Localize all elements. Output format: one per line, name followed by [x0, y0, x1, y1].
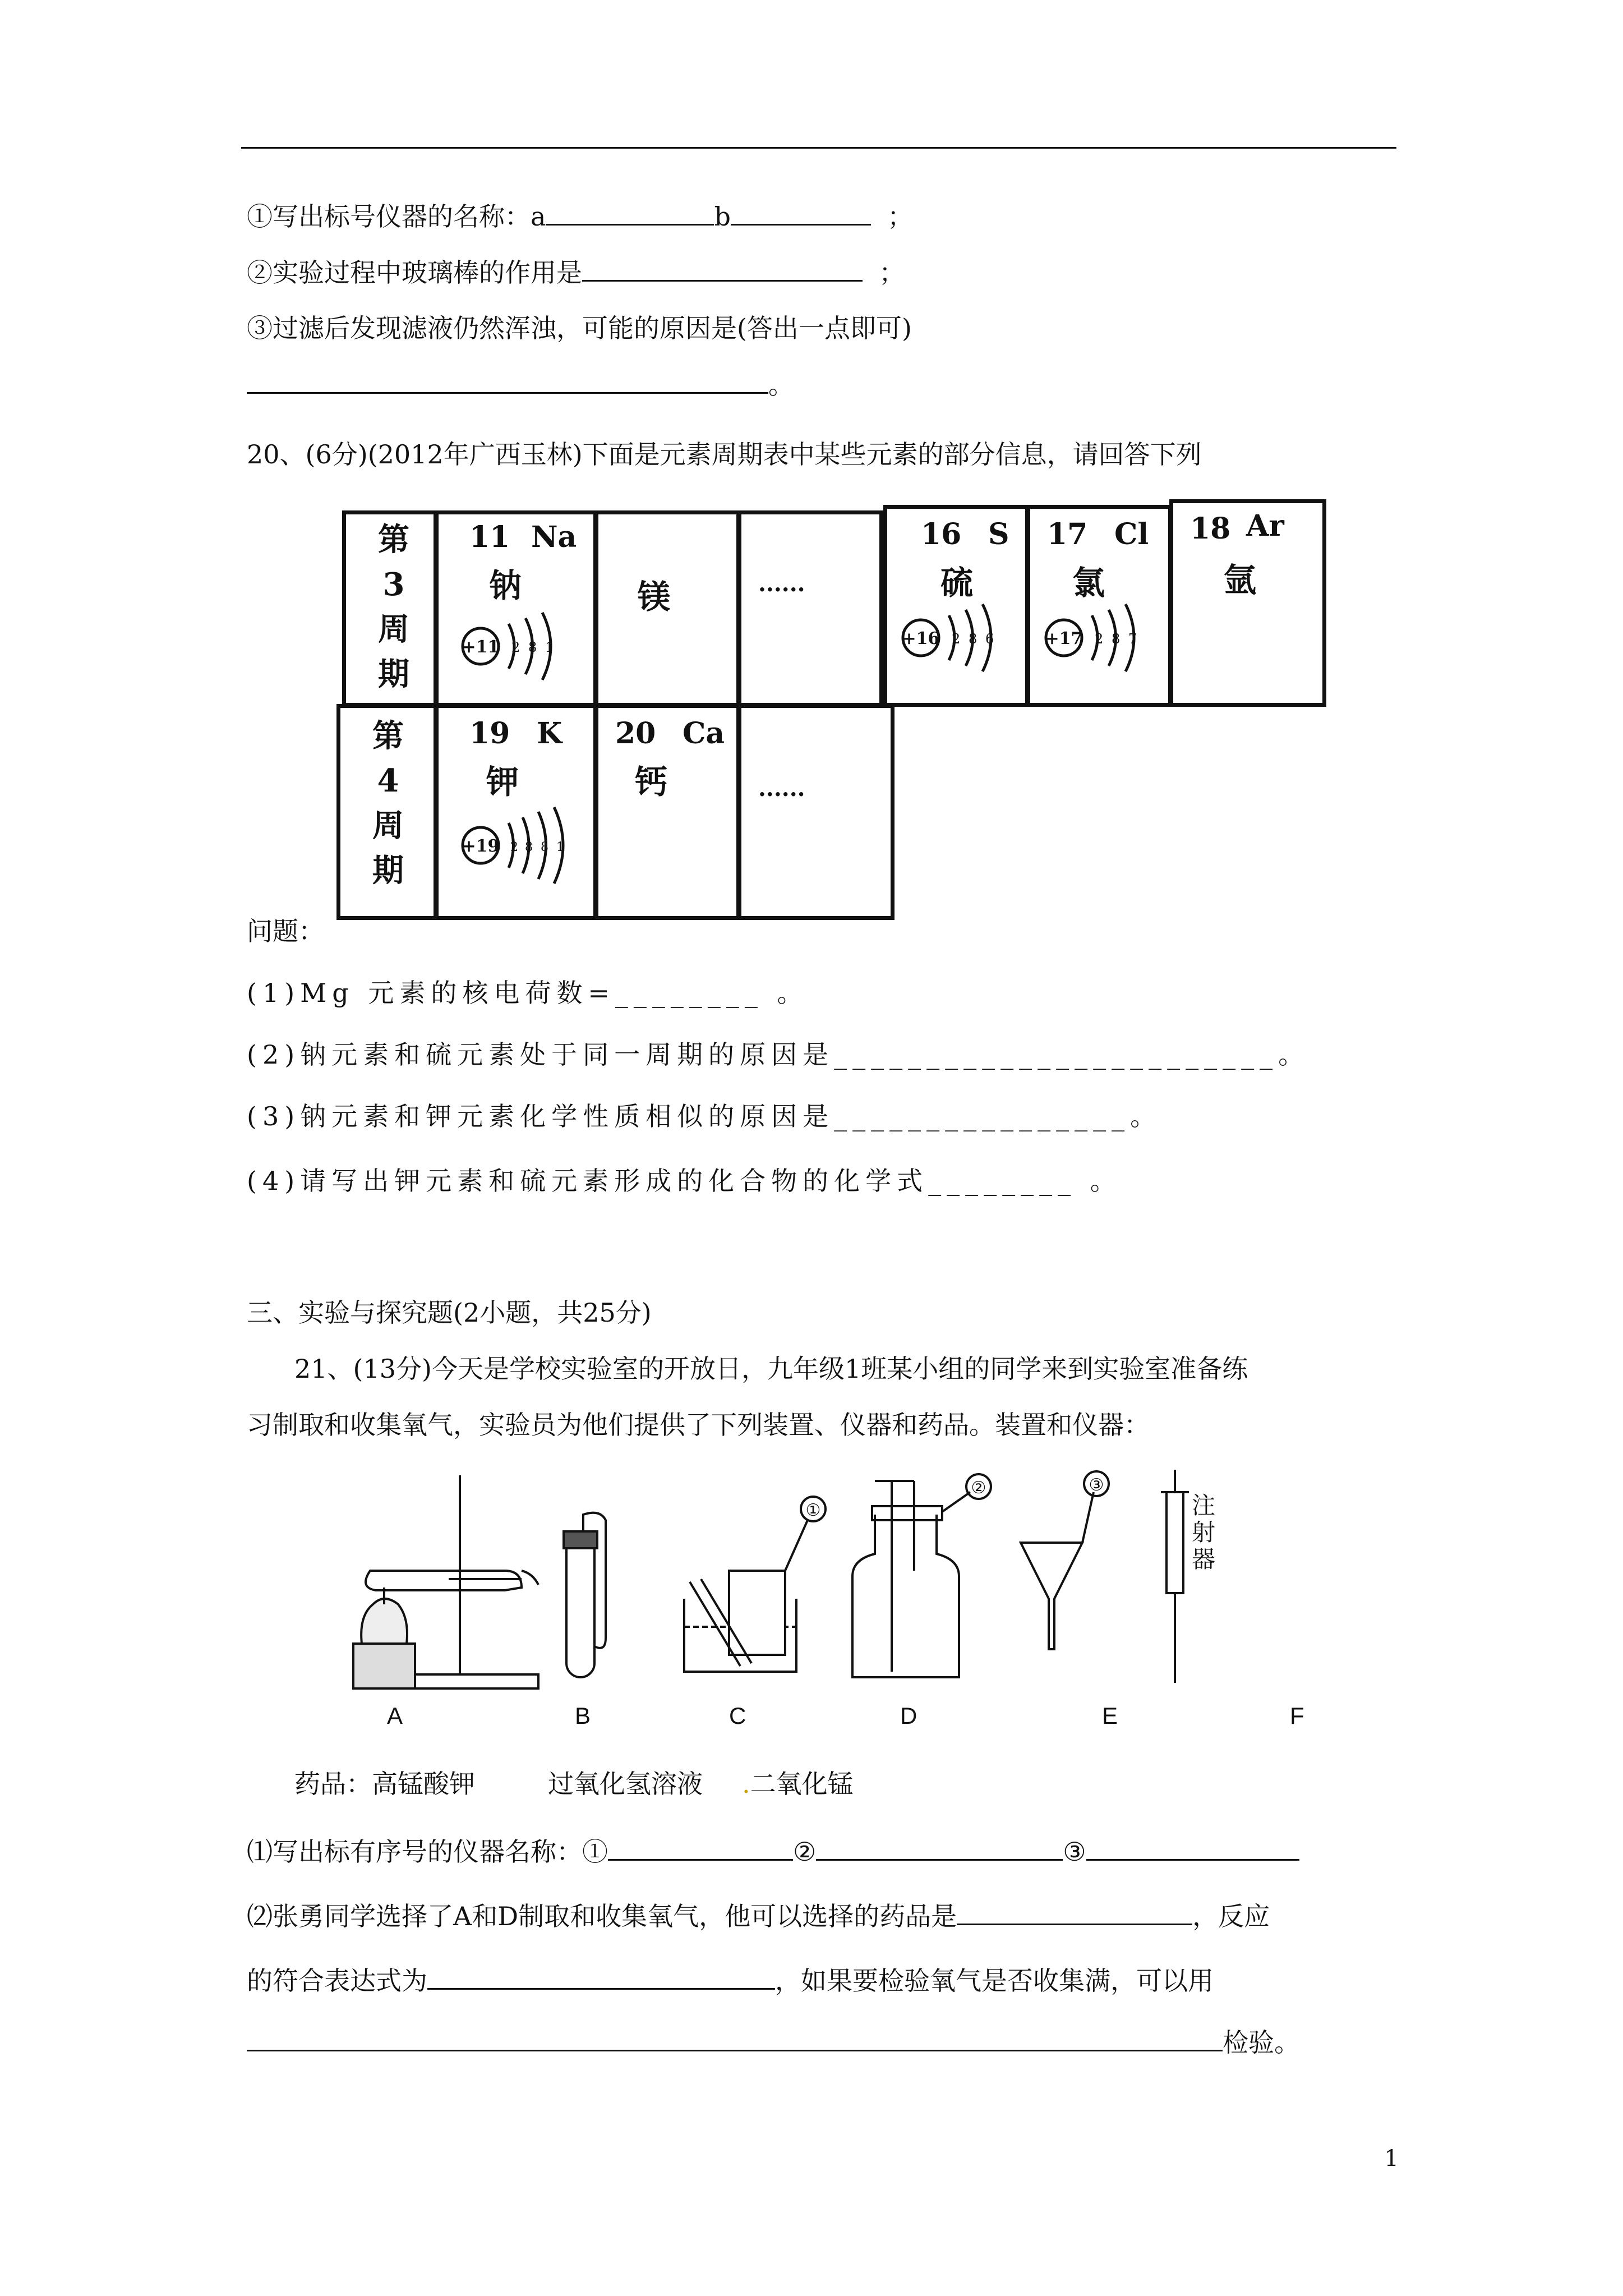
answer-blank-a[interactable] — [546, 199, 714, 226]
element-cell-na: 11 Na 钠 +11 2 8 1 — [435, 510, 597, 707]
periodic-table-figure — [336, 494, 1346, 931]
syringe-label: 注射器 — [1192, 1492, 1216, 1573]
svg-text:1: 1 — [545, 639, 554, 655]
atom-structure-s-icon — [896, 601, 1019, 674]
q21-part2: ⑵张勇同学选择了A和D制取和收集氧气，他可以选择的药品是 ，反应 — [247, 1899, 1270, 1933]
atom-structure-cl-icon — [1039, 601, 1162, 674]
label-b: B — [575, 1703, 591, 1729]
label-a: A — [387, 1703, 403, 1729]
atom-structure-na-icon — [455, 610, 579, 683]
q21-stem-line2: 习制取和收集氧气，实验员为他们提供了下列装置、仪器和药品。装置和仪器： — [247, 1410, 1150, 1440]
q21-stem-line1: 21、(13分)今天是学校实验室的开放日，九年级1班某小组的同学来到实验室准备练 — [294, 1354, 1248, 1384]
svg-text:7: 7 — [1128, 631, 1137, 647]
svg-text:+16: +16 — [902, 629, 940, 648]
svg-text:③: ③ — [1089, 1475, 1104, 1495]
period4-label: 第 4 周 期 — [372, 717, 404, 889]
label-f: F — [1290, 1703, 1304, 1729]
apparatus-figure — [336, 1458, 1346, 1728]
label-e: E — [1102, 1703, 1118, 1729]
label-c: C — [729, 1703, 746, 1729]
element-cell-s: 16 S 硫 +16 2 8 6 — [883, 505, 1029, 707]
header-rule — [241, 147, 1396, 149]
q21-part2-line2: 的符合表达式为 ，如果要检验氧气是否收集满，可以用 — [247, 1963, 1214, 1998]
answer-blank-glass-rod[interactable] — [582, 255, 863, 282]
q19-item2: ②实验过程中玻璃棒的作用是 ； — [247, 255, 905, 289]
q21-part2-line3: 检验。 — [247, 2025, 1300, 2059]
svg-text:2: 2 — [952, 631, 961, 647]
period4-cell — [336, 704, 437, 920]
q20-stem-cont: 问题： — [247, 916, 324, 946]
label-d: D — [900, 1703, 917, 1729]
period3-cell — [342, 510, 437, 707]
element-cell-ca: 20 Ca 钙 — [594, 704, 740, 920]
answer-blank-reason[interactable] — [247, 367, 768, 394]
svg-text:2: 2 — [1095, 631, 1104, 647]
element-cell-cl: 17 Cl 氯 +17 2 8 7 — [1026, 505, 1172, 707]
q19-item1: ①写出标号仪器的名称：a b ； — [247, 199, 913, 233]
element-cell-mg: 镁 — [594, 510, 740, 707]
answer-blank-reagent[interactable] — [957, 1899, 1192, 1925]
svg-text:8: 8 — [969, 631, 978, 647]
svg-text:+19: +19 — [462, 836, 500, 856]
svg-text:8: 8 — [525, 840, 533, 854]
q20-sub3: (3)钠元素和钾元素化学性质相似的原因是________________。 — [247, 1101, 1162, 1131]
q20-sub4: (4)请写出钾元素和硫元素形成的化合物的化学式________ 。 — [247, 1166, 1122, 1196]
section3-title: 三、实验与探究题(2小题，共25分) — [247, 1297, 652, 1328]
answer-blank-equation[interactable] — [427, 1963, 775, 1990]
period3-label: 第 3 周 期 — [378, 521, 409, 693]
q20-stem: 20、(6分)(2012年广西玉林)下面是元素周期表中某些元素的部分信息，请回答下列 — [247, 439, 1202, 470]
atom-structure-k-icon — [455, 806, 590, 885]
reagents-line: 药品：高锰酸钾 过氧化氢溶液 .二氧化锰 — [294, 1769, 854, 1799]
answer-blank-1[interactable] — [608, 1834, 793, 1861]
svg-text:2: 2 — [511, 639, 520, 655]
svg-text:①: ① — [805, 1501, 821, 1520]
svg-text:2: 2 — [510, 840, 518, 854]
q19-item3-answer: 。 — [247, 367, 794, 402]
q20-sub1: (1)Mg 元素的核电荷数=________ 。 — [247, 978, 809, 1008]
answer-blank-3[interactable] — [1086, 1834, 1299, 1861]
q19-item3: ③过滤后发现滤液仍然浑浊，可能的原因是(答出一点即可) — [247, 313, 912, 343]
ellipsis-cell-4: ...... — [737, 704, 895, 920]
q21-part1: ⑴写出标有序号的仪器名称：① ② ③ — [247, 1834, 1299, 1869]
svg-text:8: 8 — [528, 639, 537, 655]
element-cell-ar: 18 Ar 氩 — [1169, 499, 1326, 707]
svg-text:+17: +17 — [1045, 629, 1083, 648]
svg-text:1: 1 — [556, 840, 564, 854]
q20-sub2: (2)钠元素和硫元素处于同一周期的原因是________________________。 — [247, 1039, 1310, 1070]
ellipsis-cell-3: ...... — [737, 510, 883, 707]
answer-blank-2[interactable] — [816, 1834, 1063, 1861]
svg-text:6: 6 — [985, 631, 994, 647]
svg-text:②: ② — [971, 1478, 986, 1498]
svg-text:8: 8 — [541, 840, 548, 854]
svg-text:+11: +11 — [462, 637, 500, 657]
element-cell-k: 19 K 钾 +19 2 8 8 1 — [435, 704, 597, 920]
answer-blank-b[interactable] — [731, 199, 871, 226]
page-number: 1 — [1384, 2146, 1399, 2171]
svg-text:8: 8 — [1112, 631, 1121, 647]
answer-blank-test-method[interactable] — [247, 2025, 1223, 2051]
